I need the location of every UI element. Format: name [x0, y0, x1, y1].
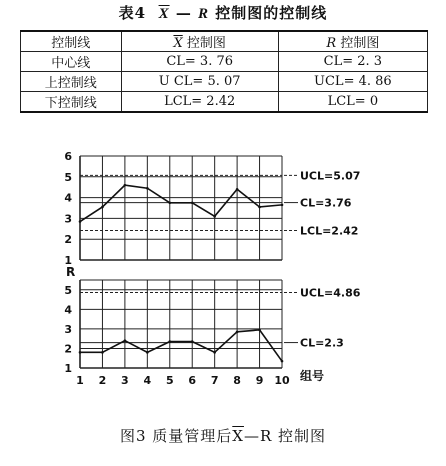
- header-xbar-text: 控制图: [182, 36, 226, 51]
- row-name: 上控制线: [21, 72, 122, 92]
- x-tick-label: 5: [165, 374, 174, 387]
- y-axis-label: R: [66, 265, 76, 279]
- row-xbar-value: LCL= 2.42: [121, 92, 278, 113]
- data-series-line: [80, 330, 282, 361]
- x-tick-label: 7: [210, 374, 219, 387]
- row-name: 下控制线: [21, 92, 122, 113]
- y-tick-label: 3: [64, 322, 72, 336]
- row-xbar-value: U CL= 5. 07: [121, 72, 278, 92]
- r-chart: [64, 265, 360, 387]
- data-point: [168, 202, 171, 205]
- table-title-text: 控制图的控制线: [215, 4, 328, 22]
- data-point: [146, 187, 149, 190]
- y-tick-label: 5: [64, 283, 72, 297]
- data-series-line: [80, 185, 282, 221]
- data-point: [213, 351, 216, 354]
- x-tick-label: 2: [98, 374, 107, 387]
- caption-prefix: 图3 质量管理后: [119, 427, 233, 445]
- y-tick-label: 4: [64, 191, 72, 205]
- data-point: [101, 206, 104, 209]
- control-line-label: UCL=5.07: [300, 169, 361, 183]
- data-point: [281, 360, 284, 363]
- data-point: [191, 340, 194, 343]
- y-tick-label: 6: [64, 150, 72, 163]
- header-xbar-symbol: $\overline{X}$: [173, 36, 183, 51]
- data-point: [101, 351, 104, 354]
- header-r-text: 控制图: [336, 36, 380, 51]
- control-line-label: LCL=2.42: [300, 224, 359, 238]
- x-tick-label: 8: [233, 374, 241, 387]
- xbar-chart: [64, 150, 360, 267]
- control-line-label: CL=3.76: [300, 196, 352, 210]
- row-r-value: LCL= 0: [278, 92, 427, 113]
- data-point: [258, 329, 261, 332]
- x-tick-label: 10: [274, 374, 290, 387]
- xbar-symbol: $\overline{X}$: [158, 6, 170, 22]
- data-point: [124, 184, 127, 187]
- data-point: [79, 351, 82, 354]
- y-tick-label: 1: [64, 254, 72, 267]
- data-point: [236, 188, 239, 191]
- y-tick-label: 4: [64, 303, 72, 317]
- y-tick-label: 2: [64, 233, 72, 247]
- y-tick-label: 2: [64, 342, 72, 356]
- x-tick-label: 3: [121, 374, 129, 387]
- control-line-label: UCL=4.86: [300, 286, 361, 300]
- data-point: [236, 331, 239, 334]
- caption-rest: —R 控制图: [243, 427, 327, 445]
- y-tick-label: 1: [64, 362, 72, 375]
- data-point: [213, 215, 216, 218]
- x-tick-label: 1: [76, 374, 84, 387]
- y-tick-label: 5: [64, 170, 72, 184]
- row-xbar-value: CL= 3. 76: [121, 52, 278, 72]
- data-point: [258, 206, 261, 209]
- caption-xbar: $\overline{X}$: [232, 427, 244, 445]
- data-point: [281, 204, 284, 207]
- data-point: [79, 220, 82, 223]
- y-tick-label: 3: [64, 212, 72, 226]
- data-point: [146, 351, 149, 354]
- row-name: 中心线: [21, 52, 122, 72]
- data-point: [168, 340, 171, 343]
- x-axis-label: 组号: [300, 369, 325, 383]
- table-number: 表4: [118, 4, 147, 22]
- control-line-label: CL=2.3: [300, 336, 344, 350]
- x-tick-label: 9: [255, 374, 264, 387]
- header-r-symbol: R: [326, 36, 337, 51]
- data-point: [191, 202, 194, 205]
- row-r-value: CL= 2. 3: [278, 52, 427, 72]
- figure-caption: [0, 425, 446, 446]
- dash: —: [175, 4, 192, 22]
- r-symbol: R: [198, 6, 210, 22]
- x-tick-label: 6: [188, 374, 197, 387]
- header-control-line: 控制线: [21, 31, 122, 52]
- data-point: [124, 339, 127, 342]
- x-tick-label: 4: [143, 374, 152, 387]
- row-r-value: UCL= 4. 86: [278, 72, 427, 92]
